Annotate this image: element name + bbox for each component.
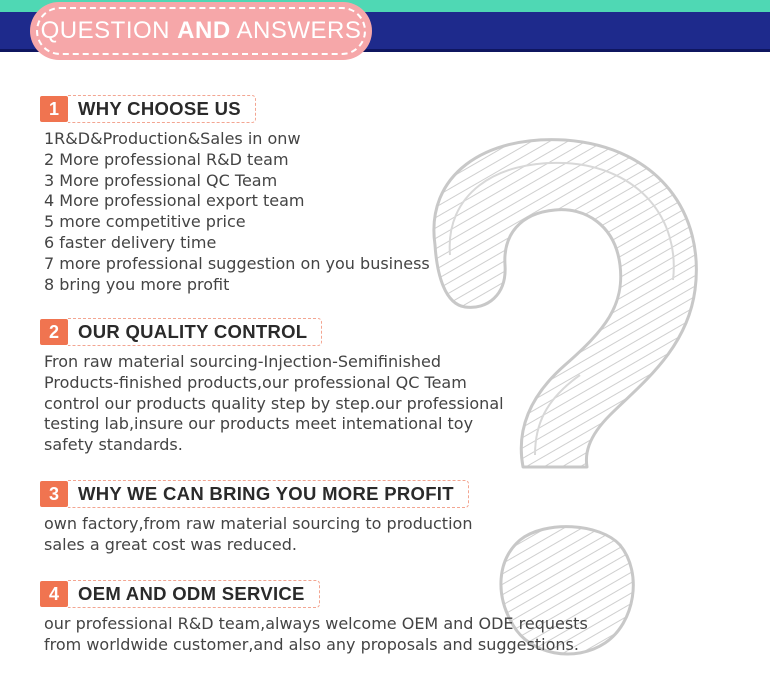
section-heading [40, 580, 588, 608]
page-title [41, 17, 362, 45]
body-line: control our products quality step by step.our professional [44, 393, 504, 413]
body-line: 5 more competitive price [44, 212, 246, 232]
page-title-badge [30, 2, 372, 60]
body-line: Fron raw material sourcing-Injection-Semifinished [44, 352, 442, 371]
body-line: our professional R&D team,always welcome OEM and ODE requests [44, 614, 588, 633]
section-title: WHY CHOOSE US [68, 95, 256, 123]
section-why-choose-us [40, 95, 430, 295]
body-line: own factory,from raw material sourcing to production [44, 514, 473, 533]
section-number-badge: 2 [40, 319, 68, 345]
body-line: 1R&D&Production&Sales in onw [44, 129, 301, 148]
section-heading [40, 480, 472, 508]
section-title: WHY WE CAN BRING YOU MORE PROFIT [68, 480, 469, 508]
section-body [40, 514, 472, 556]
section-heading [40, 95, 430, 123]
section-oem-odm [40, 580, 588, 656]
body-line: 8 bring you more profit [44, 274, 230, 294]
section-title: OUR QUALITY CONTROL [68, 318, 322, 346]
body-line: safety standards. [44, 435, 183, 455]
section-body [40, 352, 504, 456]
body-line: from worldwide customer,and also any proposals and suggestions. [44, 634, 579, 654]
body-line: 7 more professional suggestion on you business [44, 253, 430, 273]
body-line: sales a great cost was reduced. [44, 534, 297, 554]
body-line: 3 More professional QC Team [44, 170, 278, 190]
section-quality-control [40, 318, 504, 456]
section-body [40, 614, 588, 656]
section-more-profit [40, 480, 472, 556]
body-line: 2 More professional R&D team [44, 149, 289, 169]
section-heading [40, 318, 504, 346]
title-bold-part: AND [177, 17, 231, 44]
body-line: Products-finished products,our professional QC Team [44, 372, 467, 392]
section-body [40, 129, 430, 295]
body-line: 6 faster delivery time [44, 232, 217, 252]
body-line: 4 More professional export team [44, 191, 305, 211]
section-number-badge: 4 [40, 581, 68, 607]
title-part-2: ANSWERS [230, 17, 362, 44]
section-number-badge: 3 [40, 481, 68, 507]
body-line: testing lab,insure our products meet intemational toy [44, 414, 474, 434]
section-title: OEM AND ODM SERVICE [68, 580, 320, 608]
title-part-1: QUESTION [40, 17, 178, 44]
section-number-badge: 1 [40, 96, 68, 122]
